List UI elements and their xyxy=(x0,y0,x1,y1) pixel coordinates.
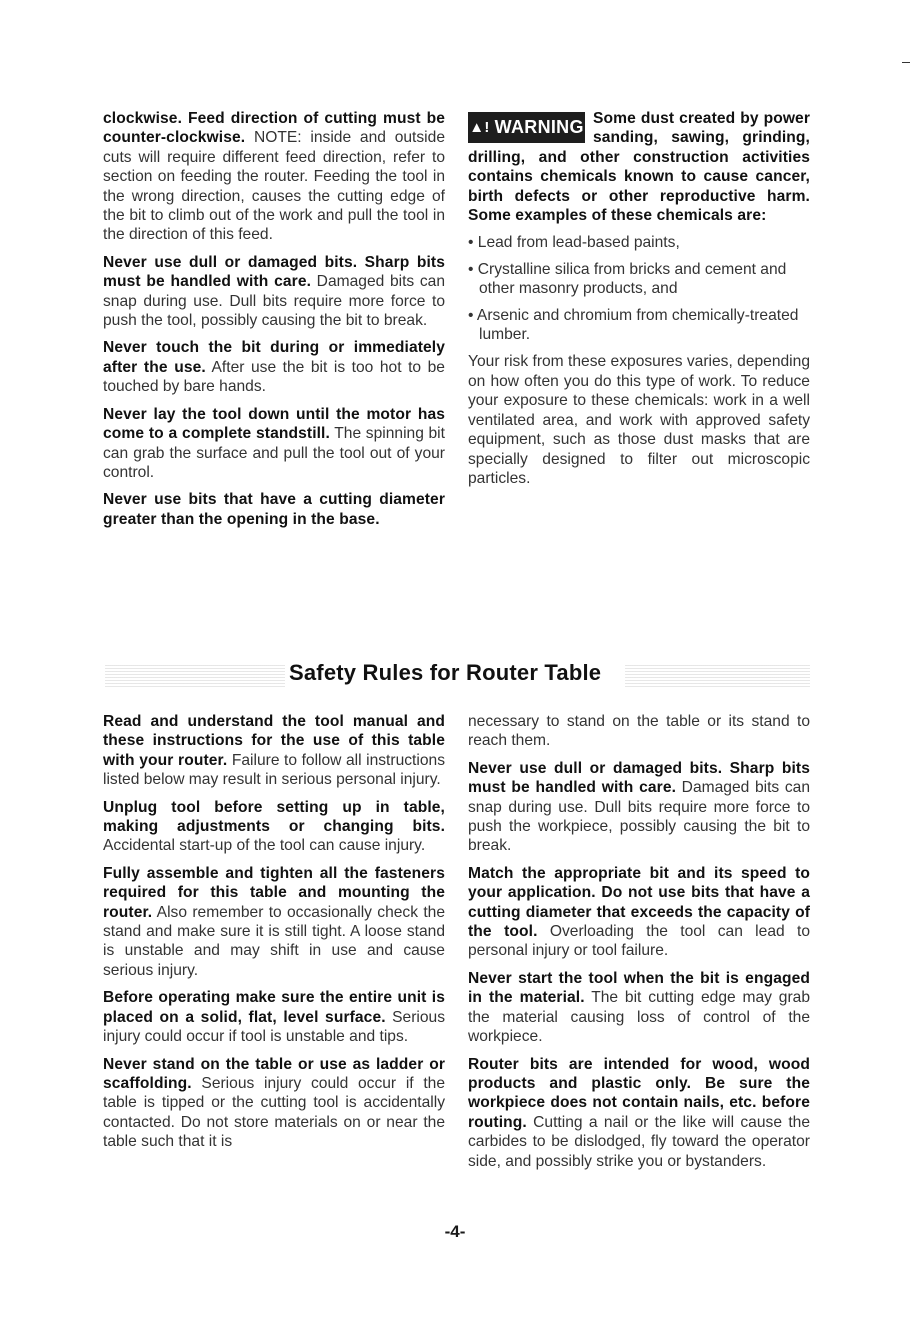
paragraph: Never touch the bit during or immediately after the use. After use the bit is too hot to be touched by bare hands. xyxy=(103,339,445,396)
top-left-column xyxy=(103,109,445,537)
warning-block xyxy=(468,109,810,496)
page-corner-mark xyxy=(902,62,910,63)
paragraph: Never start the tool when the bit is engaged in the material. The bit cutting edge may grab the material causing loss of control of the workpiece. xyxy=(468,969,811,1046)
paragraph: Match the appropriate bit and its speed to your application. Do not use bits that have a cutting diameter that exceeds the capacity of the tool. Overloading the tool can lead to personal injury or tool failure. xyxy=(468,864,810,960)
paragraph: Fully assemble and tighten all the fasteners required for this table and mounting the router. Also remember to occasionally check the stand and make sure it is still tight. A loose stand is unstable and may shift in use and cause serious injury. xyxy=(103,864,445,979)
bottom-left-column xyxy=(103,712,445,1160)
warning-triangle-icon: ▲! xyxy=(469,118,490,136)
page-number: -4- xyxy=(444,1222,466,1241)
paragraph: Router bits are intended for wood, wood products and plastic only. Be sure the workpiece does not contain nails, etc. before routing. Cutting a nail or the like will cause the carbides to be dislodged, fly toward the operator side, and possibly strike you or bystanders. xyxy=(468,1055,810,1170)
paragraph: Before operating make sure the entire unit is placed on a solid, flat, level surface. Serious injury could occur if tool is unstable and tips. xyxy=(103,989,445,1046)
warning-badge xyxy=(468,112,585,143)
warning-label: WARNING xyxy=(494,116,584,137)
paragraph: clockwise. Feed direction of cutting must be counter-clockwise. NOTE: inside and outside cuts will require different feed direction, refer to section on feeding the router. Feeding the tool in the wrong direction, causes the cutting edge of the bit to climb out of the work and pull the tool in the direction of this feed. xyxy=(103,110,445,244)
warning-followup-text: Your risk from these exposures varies, depending on how often you do this type of work. To reduce your exposure to these chemicals: work in a well ventilated area, and work with approved safety equipment, such as those dust masks that are specially designed to filter out microscopic particles. xyxy=(468,353,810,487)
paragraph: Never use bits that have a cutting diameter greater than the opening in the base. xyxy=(103,491,445,528)
chemical-list xyxy=(468,233,810,344)
list-item: • Arsenic and chromium from chemically-treated lumber. xyxy=(468,306,799,344)
paragraph: Unplug tool before setting up in table, making adjustments or changing bits. Accidental start-up of the tool can cause injury. xyxy=(103,798,445,855)
section-header xyxy=(105,655,810,695)
warning-text: Some dust created by power sanding, sawing, grinding, drilling, and other construction activities contains chemicals known to cause cancer, birth defects or other reproductive harm. Some examples of these chemicals are: xyxy=(468,110,810,225)
list-item: • Lead from lead-based paints, xyxy=(468,234,680,252)
paragraph: necessary to stand on the table or its stand to reach them. xyxy=(468,713,810,750)
bottom-right-column xyxy=(468,712,810,1179)
section-title: Safety Rules for Router Table xyxy=(289,660,602,685)
paragraph: Never lay the tool down until the motor has come to a complete standstill. The spinning bit can grab the surface and pull the tool out of your control. xyxy=(103,405,445,481)
header-decoration-right xyxy=(625,663,810,687)
paragraph: Read and understand the tool manual and these instructions for the use of this table with your router. Failure to follow all instructions listed below may result in serious personal injury. xyxy=(103,713,445,789)
paragraph: Never use dull or damaged bits. Sharp bits must be handled with care. Damaged bits can snap during use. Dull bits require more force to push the tool, possibly causing the bit to break. xyxy=(103,253,445,330)
list-item: • Crystalline silica from bricks and cement and other masonry products, and xyxy=(468,260,787,298)
paragraph: Never stand on the table or use as ladder or scaffolding. Serious injury could occur if the table is tipped or the cutting tool is accidentally contacted. Do not store materials on or near the table such that it is xyxy=(103,1055,445,1151)
paragraph: Never use dull or damaged bits. Sharp bits must be handled with care. Damaged bits can snap during use. Dull bits require more force to push the workpiece, possibly causing the bit to break. xyxy=(468,759,810,855)
header-decoration-left xyxy=(105,663,285,687)
